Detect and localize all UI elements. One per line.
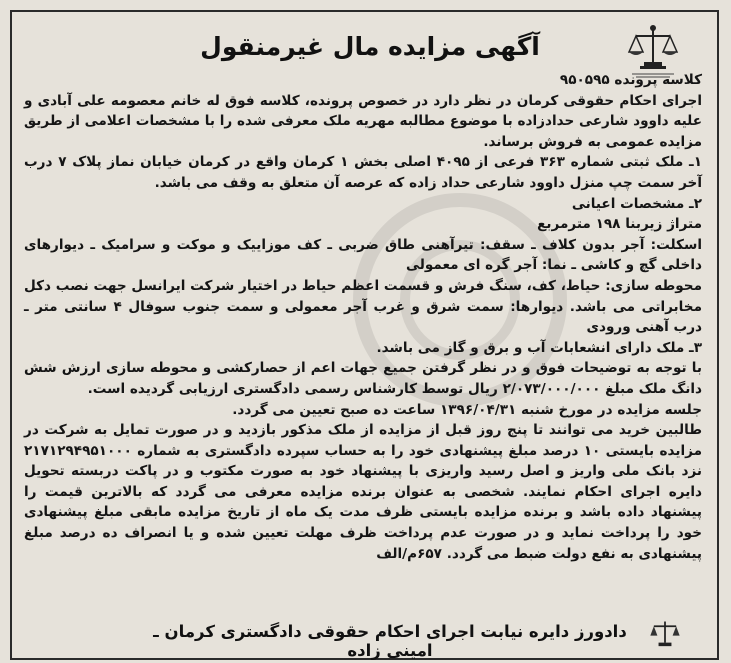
paragraph-specs-heading: ۲ـ مشخصات اعیانی [571, 195, 702, 212]
paragraph-utilities: ۳ـ ملک دارای انشعابات آب و برق و گاز می باشد. [376, 339, 702, 356]
notice-body [24, 70, 702, 564]
notice-title: آگهی مزایده مال غیرمنقول [200, 32, 540, 61]
paragraph-auction-date: جلسه مزایده در مورخ شنبه ۱۳۹۶/۰۴/۳۱ ساعت ده صبح تعیین می گردد. [232, 401, 702, 418]
judiciary-emblem-small-icon [648, 618, 682, 652]
paragraph-yard: محوطه سازی: حیاط، کف، سنگ فرش و قسمت اعظم حیاط در اختیار شرکت ایرانسل جهت نصب دکل مخابراتی می باشد. دیوارها: سمت شرق و غرب آجر معمولی و سمت جنوب سوفال ۴ سانتی متر ـ درب آهنی ورودی [24, 277, 702, 336]
paragraph-property: ۱ـ ملک ثبتی شماره ۳۶۳ فرعی از ۴۰۹۵ اصلی بخش ۱ کرمان واقع در کرمان خیابان نماز پلاک ۷ درب آخر سمت چپ منزل داوود شارعی حداد زاده که عرصه آن متعلق به وقف می باشد. [24, 154, 702, 191]
paragraph-structure: اسکلت: آجر بدون کلاف ـ سقف: تیرآهنی طاق ضربی ـ کف موزاییک و موکت و سرامیک ـ دیوارهای داخلی گچ و کاشی ـ نما: آجر گره ای معمولی [24, 236, 702, 274]
paragraph-valuation: با توجه به توضیحات فوق و در نظر گرفتن جمیع جهات اعم از حصارکشی و محوطه سازی ارزش شش دانگ ملک مبلغ ۲/۰۷۳/۰۰۰/۰۰۰ ریال توسط کارشناس رسمی دادگستری ارزیابی گردیده است. [24, 360, 702, 397]
signature-line: دادورز دایره نیابت اجرای احکام حقوقی دادگستری کرمان ـ امینی زاده [153, 622, 627, 660]
paragraph-area: متراژ زیربنا ۱۹۸ مترمربع [537, 216, 702, 233]
paragraph-conditions: طالبین خرید می توانند تا پنج روز قبل از مزایده از ملک مذکور بازدید و در صورت تمایل به شرکت در مزایده بایستی ۱۰ درصد مبلغ پیشنهادی خود را به حساب سپرده دادگستری به شماره ۲۱۷۱۲۹۴۹۵۱۰۰۰ نزد بانک ملی واریز و اصل رسید واریزی با پیشنهاد خود به صورت مکتوب و در پاکت دربسته تحویل دایره اجرای احکام نمایند. شخصی به عنوان برنده مزایده معرفی می گردد که بالاترین قیمت را پیشنهاد داده باشد و برنده مزایده بایستی ظرف مدت یک ماه از تاریخ مزایده مابقی مبلغ پیشنهادی خود را پرداخت نماید و در صورت عدم پرداخت ظرف مهلت تعیین شده و یا انصراف ده درصد مبلغ پیشنهادی به نفع دولت ضبط می گردد. ۶۵۷م/الف [24, 422, 702, 562]
case-number: کلاسه پرونده ۹۵۰۵۹۵ [559, 72, 702, 88]
paragraph-intro: اجرای احکام حقوقی کرمان در نظر دارد در خصوص پرونده، کلاسه فوق له خانم معصومه علی آبادی و علیه داوود شارعی حدادزاده با موضوع مطالبه مهریه ملک معرفی شده را با مشخصات اعلامی از طریق مزایده عمومی به فروش برساند. [24, 92, 702, 150]
